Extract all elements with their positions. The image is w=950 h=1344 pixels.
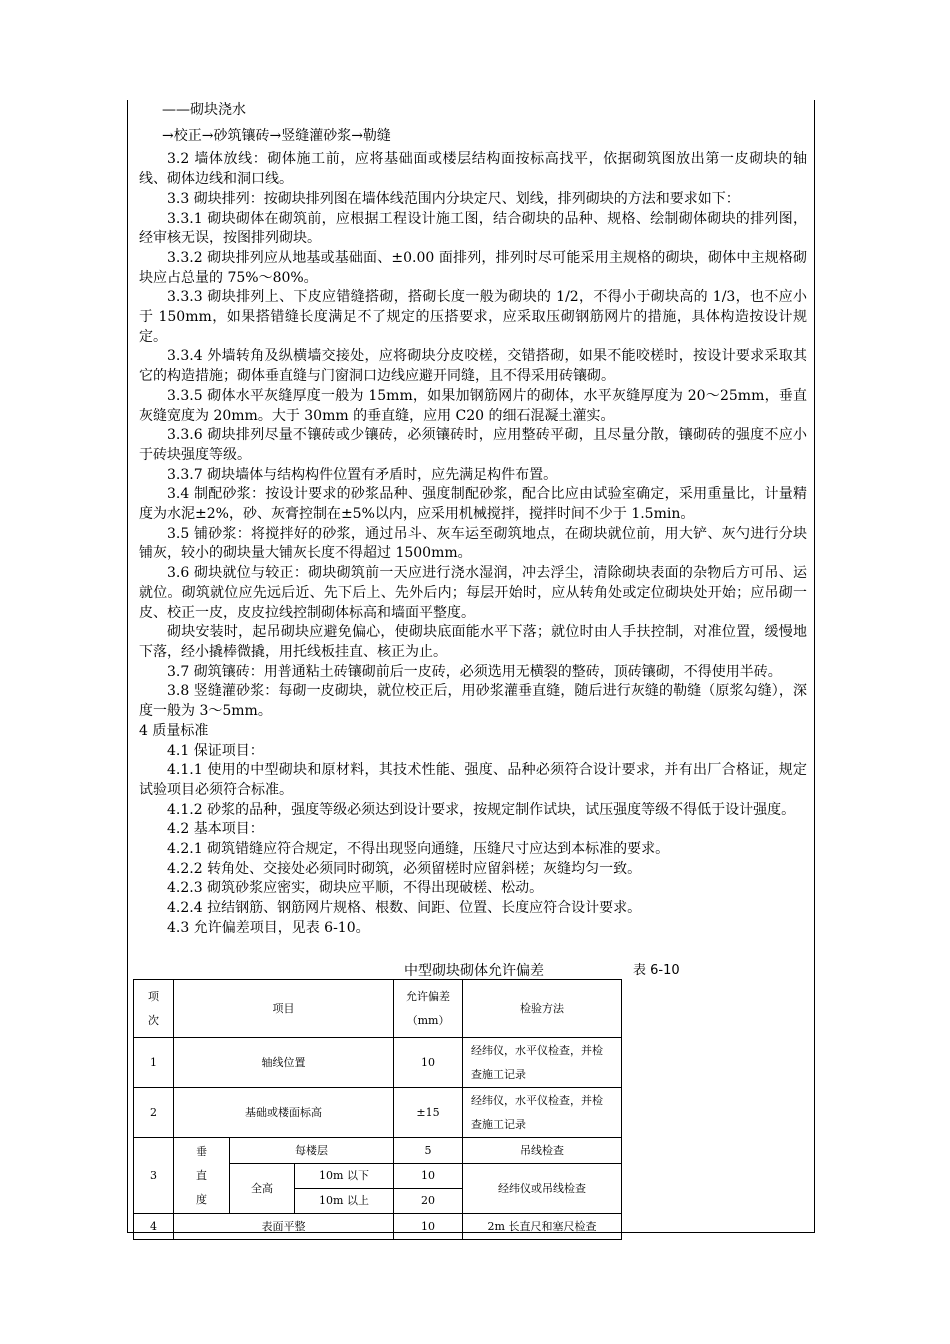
tolerance-table	[133, 979, 622, 1240]
row3-verticality	[174, 1138, 230, 1214]
row3-full-height: 全高	[230, 1164, 295, 1214]
section-4-title: 4 质量标准	[139, 722, 209, 739]
table-header-row	[134, 980, 622, 1038]
row2-item: 基础或楼面标高	[174, 1088, 394, 1138]
quality-item: 4.2.2 转角处、交接处必须同时砌筑，必须留槎时应留斜槎；灰缝均匀一致。	[167, 860, 642, 877]
header-item-no	[134, 980, 174, 1038]
row3-full-method: 经纬仪或吊线检查	[463, 1164, 622, 1214]
row3-above-10m: 10m 以上	[295, 1189, 394, 1214]
row2-tolerance: ±15	[394, 1088, 463, 1138]
row2-method-line1: 经纬仪，水平仪检查，并检	[471, 1093, 604, 1107]
row1-method	[463, 1038, 622, 1088]
paragraph: 3.6 砌块就位与较正：砌块砌筑前一天应进行浇水湿润，冲去浮尘，清除砌块表面的杂物后方可吊、运就位。砌筑就位应先远后近、先下后上、先外后内；每层开始时，应从转角处或定位砌块处开始；应吊砌一皮、校正一皮，皮皮拉线控制砌体标高和墙面平整度。	[139, 565, 807, 621]
table-caption	[139, 961, 807, 981]
table-row	[134, 1214, 622, 1240]
row1-item: 轴线位置	[174, 1038, 394, 1088]
verticality-char: 直	[196, 1168, 207, 1182]
table-number: 表 6-10	[633, 963, 680, 978]
row3-per-floor: 每楼层	[230, 1138, 394, 1164]
row2-no: 2	[134, 1088, 174, 1138]
flow-line-2: →校正→砂筑镶砖→竖缝灌砂浆→勒缝	[162, 127, 391, 144]
row2-method-line2: 查施工记录	[471, 1117, 527, 1131]
table-row	[134, 1038, 622, 1088]
row2-method	[463, 1088, 622, 1138]
paragraph: 3.3.7 砌块墙体与结构构件位置有矛盾时，应先满足构件布置。	[167, 466, 558, 483]
header-item: 项目	[174, 980, 394, 1038]
paragraph: 3.3.5 砌体水平灰缝厚度一般为 15mm，如果加钢筋网片的砌体，水平灰缝厚度为 20～25mm，垂直灰缝宽度为 20mm。大于 30mm 的垂直缝，应用 C20 的细石混凝土灌实。	[139, 387, 807, 424]
row4-tolerance: 10	[394, 1214, 463, 1240]
quality-item: 4.1 保证项目：	[167, 742, 264, 759]
table-title: 中型砌块砌体允许偏差	[404, 963, 544, 979]
document-body	[139, 101, 807, 939]
row3-below-10m: 10m 以下	[295, 1164, 394, 1189]
quality-item: 4.2.3 砌筑砂浆应密实，砌块应平顺，不得出现破槎、松动。	[167, 880, 544, 897]
quality-item: 4.2.4 拉结钢筋、钢筋网片规格、根数、间距、位置、长度应符合设计要求。	[167, 900, 642, 917]
header-tolerance	[394, 980, 463, 1038]
paragraph: 3.7 砌筑镶砖：用普通粘土砖镶砌前后一皮砖，必须选用无横裂的整砖，顶砖镶砌，不得使用半砖。	[167, 663, 782, 680]
quality-item: 4.2 基本项目：	[167, 821, 264, 838]
row4-item: 表面平整	[174, 1214, 394, 1240]
paragraph: 3.3.1 砌块砌体在砌筑前，应根据工程设计施工图，结合砌块的品种、规格、绘制砌体砌块的排列图，经审核无误，按图排列砌块。	[139, 210, 807, 247]
row3-no: 3	[134, 1138, 174, 1214]
paragraph: 3.3.2 砌块排列应从地基或基础面、±0.00 面排列，排列时尽可能采用主规格的砌块，砌体中主规格砌块应占总量的 75%～80%。	[139, 249, 807, 286]
quality-item: 4.2.1 砌筑错缝应符合规定，不得出现竖向通缝，压缝尺寸应达到本标准的要求。	[167, 841, 670, 858]
paragraph: 3.8 竖缝灌砂浆：每砌一皮砌块，就位校正后，用砂浆灌垂直缝，随后进行灰缝的勒缝（原浆勾缝），深度一般为 3～5mm。	[139, 683, 807, 720]
paragraph: 3.3.3 砌块排列上、下皮应错缝搭砌，搭砌长度一般为砌块的 1/2，不得小于砌块高的 1/3，也不应小于 150mm，如果搭错缝长度满足不了规定的压搭要求，应采取压砌钢筋网片的措施，具体构造按设计规定。	[139, 289, 807, 345]
table-row	[134, 1088, 622, 1138]
row4-no: 4	[134, 1214, 174, 1240]
row3-per-floor-method: 吊线检查	[463, 1138, 622, 1164]
quality-item: 4.1.1 使用的中型砌块和原材料，其技术性能、强度、品种必须符合设计要求，并有出厂合格证，规定试验项目必须符合标准。	[139, 762, 807, 798]
paragraph: 3.2 墙体放线：砌体施工前，应将基础面或楼层结构面按标高找平，依据砌筑图放出第一皮砌块的轴线、砌体边线和洞口线。	[139, 151, 807, 188]
row1-method-line2: 查施工记录	[471, 1067, 527, 1081]
paragraph: 3.3.6 砌块排列尽量不镶砖或少镶砖，必须镶砖时，应用整砖平砌，且尽量分散，镶砌砖的强度不应小于砖块强度等级。	[139, 427, 807, 463]
row1-method-line1: 经纬仪，水平仪检查，并检	[471, 1043, 604, 1057]
quality-item: 4.1.2 砂浆的品种，强度等级必须达到设计要求，按规定制作试块，试压强度等级不得低于设计强度。	[167, 801, 796, 818]
row1-no: 1	[134, 1038, 174, 1088]
verticality-char: 度	[196, 1192, 207, 1206]
paragraph: 3.4 制配砂浆：按设计要求的砂浆品种、强度制配砂浆，配合比应由试验室确定，采用重量比，计量精度为水泥±2%，砂、灰膏控制在±5%以内，应采用机械搅拌，搅拌时间不少于 1.5min。	[139, 486, 807, 523]
header-method: 检验方法	[463, 980, 622, 1038]
paragraph: 3.3 砌块排列：按砌块排列图在墙体线范围内分块定尺、划线，排列砌块的方法和要求如下：	[167, 190, 740, 207]
row4-method: 2m 长直尺和塞尺检查	[463, 1214, 622, 1240]
flow-line-1: ——砌块浇水	[162, 102, 246, 118]
header-tolerance-line1: 允许偏差	[406, 989, 451, 1003]
table-row	[134, 1138, 622, 1164]
header-tolerance-line2: （mm）	[406, 1013, 450, 1027]
row3-below-10m-tolerance: 10	[394, 1164, 463, 1189]
verticality-char: 垂	[196, 1144, 207, 1158]
quality-item: 4.3 允许偏差项目，见表 6-10。	[167, 919, 370, 936]
row3-per-floor-tolerance: 5	[394, 1138, 463, 1164]
row3-above-10m-tolerance: 20	[394, 1189, 463, 1214]
header-item-no-line2: 次	[148, 1013, 159, 1027]
header-item-no-line1: 项	[148, 989, 159, 1003]
paragraph: 3.3.4 外墙转角及纵横墙交接处，应将砌块分皮咬槎，交错搭砌，如果不能咬槎时，按设计要求采取其它的构造措施；砌体垂直缝与门窗洞口边线应避开同缝，且不得采用砖镶砌。	[139, 348, 807, 385]
row1-tolerance: 10	[394, 1038, 463, 1088]
paragraph: 砌块安装时，起吊砌块应避免偏心，使砌块底面能水平下落；就位时由人手扶控制，对准位置，缓慢地下落，经小撬棒微撬，用托线板挂直、核正为止。	[139, 624, 807, 660]
paragraph: 3.5 铺砂浆：将搅拌好的砂浆，通过吊斗、灰车运至砌筑地点，在砌块就位前，用大铲、灰勺进行分块铺灰，较小的砌块量大铺灰长度不得超过 1500mm。	[139, 525, 807, 562]
